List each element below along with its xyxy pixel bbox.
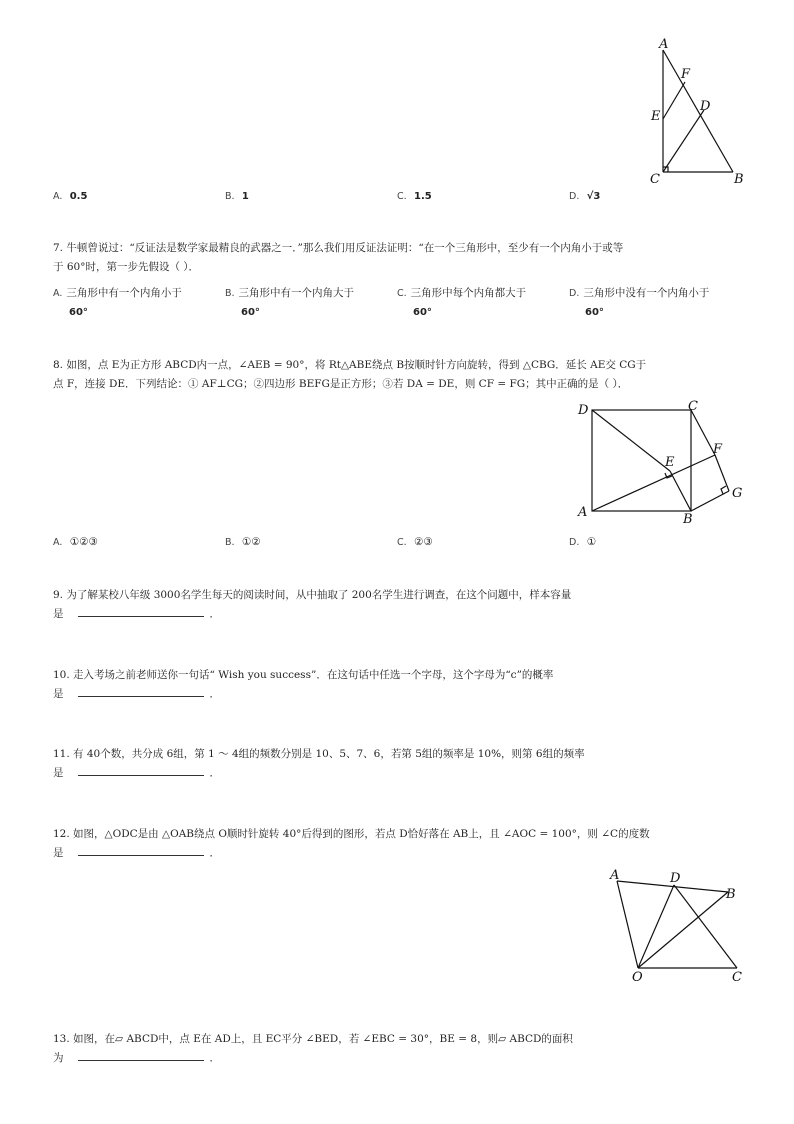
answer-suffix: ． <box>209 847 220 859</box>
answer-suffix: ． <box>209 608 220 620</box>
option-value: ①②③ <box>69 536 98 548</box>
segment-DE <box>592 410 670 471</box>
label-B: B <box>734 172 744 187</box>
label-D: D <box>578 403 589 418</box>
option-value: 60° <box>241 307 260 318</box>
option-value: 1.5 <box>414 191 432 202</box>
q9-text-line1: 9. 为了解某校八年级 3000名学生每天的阅读时间，从中抽取了 200名学生进行调查，在这个问题中，样本容量 <box>53 589 572 601</box>
option-label: C. <box>397 288 407 299</box>
option-label: D. <box>569 288 580 299</box>
segment-EB <box>670 471 691 511</box>
option-text: 三角形中没有一个内角小于 <box>583 287 710 299</box>
q8-option-b[interactable] <box>225 533 261 552</box>
segment-OB <box>638 892 728 968</box>
q11-answer-blank[interactable] <box>78 764 204 776</box>
answer-prefix: 是 <box>53 847 64 859</box>
q8-option-d[interactable] <box>569 533 596 552</box>
q6-option-c[interactable] <box>397 187 432 206</box>
segment-OA <box>617 881 638 968</box>
option-value: 60° <box>413 307 432 318</box>
segment-CF <box>691 410 715 455</box>
label-C: C <box>688 399 698 414</box>
label-E: E <box>651 109 661 124</box>
label-F: F <box>681 67 691 82</box>
option-text: 三角形中有一个内角大于 <box>238 287 355 299</box>
option-value: ①② <box>241 536 261 548</box>
answer-suffix: ． <box>209 688 220 700</box>
segment-FG <box>715 455 729 491</box>
option-label: A. <box>53 288 63 299</box>
option-label: A. <box>53 537 63 548</box>
label-A: A <box>659 37 669 52</box>
option-value: 60° <box>69 307 88 318</box>
label-A: A <box>610 868 620 883</box>
label-F: F <box>713 442 723 457</box>
label-C: C <box>650 172 660 187</box>
q10-answer-blank[interactable] <box>78 685 204 697</box>
q12-text-line1: 12. 如图，△ODC是由 △OAB绕点 O顺时针旋转 40°后得到的图形，若点 D恰好落在 AB上，且 ∠AOC = 100°，则 ∠C的度数 <box>53 828 650 840</box>
label-D: D <box>670 871 681 886</box>
q9-answer-line <box>53 605 220 623</box>
segment-AF <box>592 455 715 511</box>
answer-prefix: 为 <box>53 1052 64 1064</box>
segment-BG <box>691 491 729 511</box>
q8-text-line1: 8. 如图，点 E为正方形 ABCD内一点，∠AEB = 90°，将 Rt△ABE绕点 B按顺时针方向旋转，得到 △CBG．延长 AE交 CG于 <box>53 359 647 371</box>
option-text: 三角形中每个内角都大于 <box>410 287 527 299</box>
option-value: 60° <box>585 307 604 318</box>
answer-prefix: 是 <box>53 608 64 620</box>
q8-option-a[interactable] <box>53 533 98 552</box>
q7-text-line2: 于 60°时，第一步先假设（ ）． <box>53 261 200 273</box>
segment-EF <box>663 82 685 119</box>
q7-option-d[interactable] <box>569 284 709 322</box>
label-B: B <box>683 512 693 527</box>
option-label: D. <box>569 537 580 548</box>
q6-option-a[interactable] <box>53 187 87 206</box>
option-label: B. <box>225 191 235 202</box>
q6-option-b[interactable] <box>225 187 249 206</box>
q11-answer-line <box>53 764 220 782</box>
q10-text-line1: 10. 走入考场之前老师送你一句话“ Wish you success”．在这句话中任选一个字母，这个字母为“c”的概率 <box>53 669 554 681</box>
answer-suffix: ． <box>209 767 220 779</box>
q6-figure <box>640 35 750 190</box>
q8-option-c[interactable] <box>397 533 433 552</box>
q7-option-a[interactable] <box>53 284 182 322</box>
segment-CD <box>663 110 704 172</box>
q13-answer-blank[interactable] <box>78 1049 204 1061</box>
q6-option-d[interactable] <box>569 187 600 206</box>
option-label: A. <box>53 191 63 202</box>
label-E: E <box>665 455 675 470</box>
q7-option-b[interactable] <box>225 284 354 322</box>
segment-AB <box>663 50 733 172</box>
option-label: B. <box>225 288 235 299</box>
q13-text-line1: 13. 如图，在▱ ABCD中，点 E在 AD上，且 EC平分 ∠BED，若 ∠EBC = 30°，BE = 8，则▱ ABCD的面积 <box>53 1033 573 1045</box>
q9-answer-blank[interactable] <box>78 605 204 617</box>
option-label: C. <box>397 537 407 548</box>
option-value: ① <box>586 536 597 548</box>
option-label: D. <box>569 191 580 202</box>
option-label: B. <box>225 537 235 548</box>
q10-answer-line <box>53 685 220 703</box>
label-C: C <box>732 970 742 985</box>
q12-answer-line <box>53 844 220 862</box>
option-value: 0.5 <box>69 191 88 202</box>
q7-text-line1: 7. 牛顿曾说过：“反证法是数学家最精良的武器之一．”那么我们用反证法证明：“在一个三角形中，至少有一个内角小于或等 <box>53 242 624 254</box>
q7-option-c[interactable] <box>397 284 526 322</box>
answer-prefix: 是 <box>53 767 64 779</box>
q8-figure <box>570 398 750 528</box>
q11-text-line1: 11. 有 40个数，共分成 6组，第 1 ～ 4组的频数分别是 10、5、7、6，若第 5组的频率是 10%，则第 6组的频率 <box>53 748 585 760</box>
label-D: D <box>700 99 711 114</box>
q12-answer-blank[interactable] <box>78 844 204 856</box>
option-value: √3 <box>586 191 601 202</box>
q13-answer-line <box>53 1049 220 1067</box>
label-O: O <box>632 970 643 985</box>
square-ABCD <box>592 410 691 511</box>
answer-prefix: 是 <box>53 688 64 700</box>
option-label: C. <box>397 191 407 202</box>
q12-figure <box>600 864 760 988</box>
answer-suffix: ． <box>209 1052 220 1064</box>
label-G: G <box>732 486 743 501</box>
label-B: B <box>726 887 736 902</box>
option-text: 三角形中有一个内角小于 <box>66 287 182 299</box>
label-A: A <box>578 505 588 520</box>
option-value: ②③ <box>414 536 433 548</box>
q8-text-line2: 点 F，连接 DE．下列结论：① AF⊥CG；②四边形 BEFG是正方形；③若 DA = DE，则 CF = FG；其中正确的是（ ）． <box>53 378 629 390</box>
option-value: 1 <box>241 191 249 202</box>
segment-OD <box>638 885 674 968</box>
